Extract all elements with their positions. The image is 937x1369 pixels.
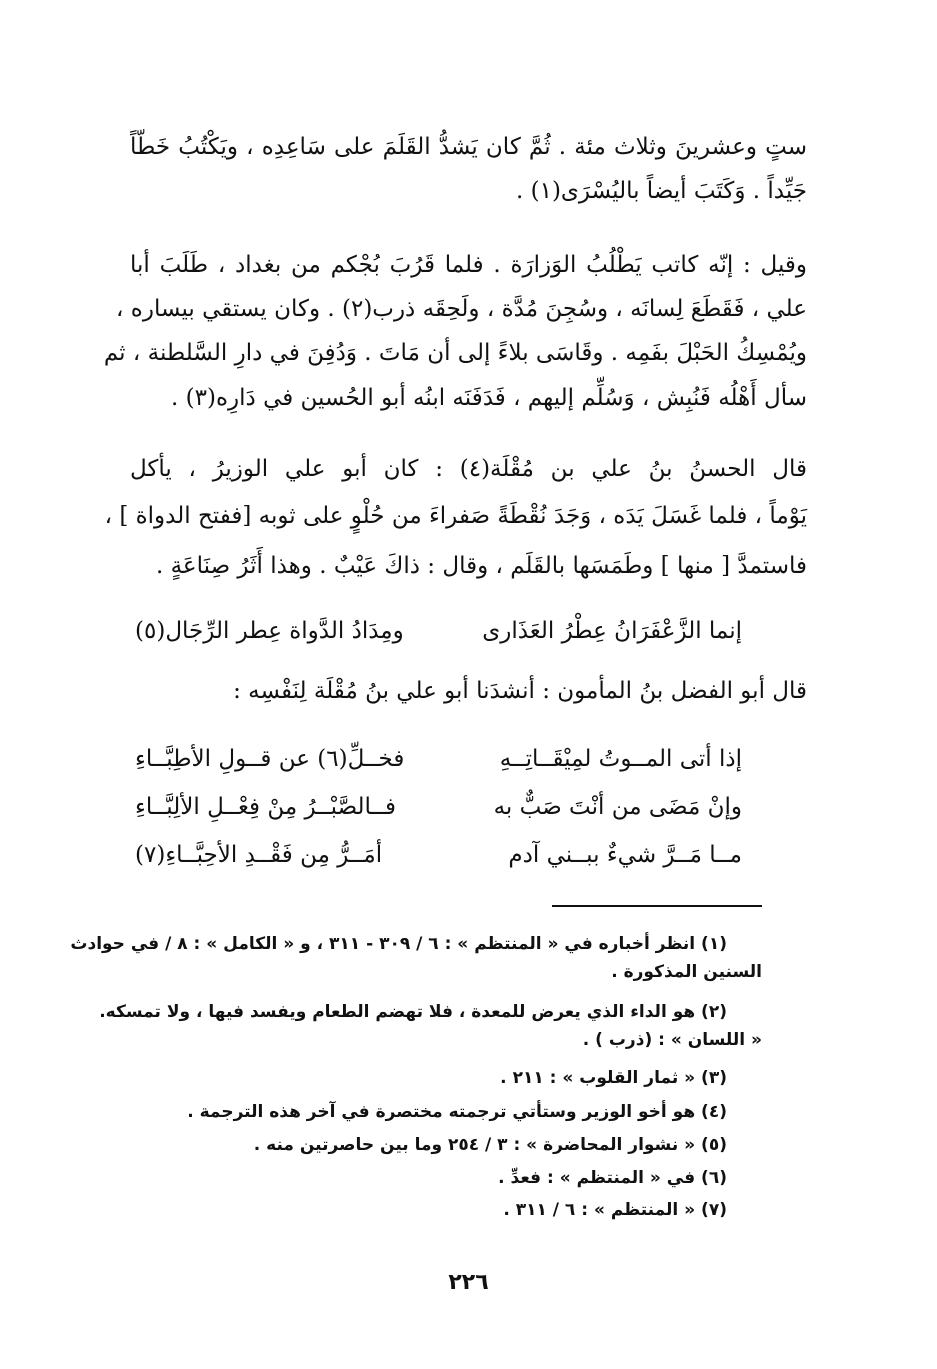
footnote-3: (٣) « ثمار القلوب » : ٢١١ .: [500, 1068, 727, 1088]
verse-3-first-hemistich: مــا مَــرَّ شيءٌ ببــني آدم: [508, 842, 742, 868]
body-line-9: فاستمدَّ [ منها ] وطَمَسَها بالقَلَم ، وقال : ذاكَ عَيْبٌ . وهذا أَثَرُ صِنَاعَةٍ .: [155, 553, 807, 579]
body-line-7: قال الحسنُ بنُ علي بن مُقْلَة(٤) : كان أبو علي الوزيرُ ، يأكل: [130, 456, 808, 482]
verse-1-first-hemistich: إذا أتى المــوتُ لمِيْقَــاتِــهِ: [499, 746, 742, 772]
footnote-1-continued: السنين المذكورة .: [611, 962, 762, 982]
verse-single-first-hemistich: إنما الزَّعْفَرَانُ عِطْرُ العَذَارى: [482, 618, 742, 644]
body-line-8: يَوْماً ، فلما غَسَلَ يَدَه ، وَجَدَ نُقْطَةً صَفراءَ من حُلْوٍ على ثوبه [ففتح الدواة ] ،: [104, 503, 807, 529]
footnote-4: (٤) هو أخو الوزير وستأتي ترجمته مختصرة في آخر هذه الترجمة .: [187, 1102, 727, 1122]
body-line-5: ويُمْسِكُ الحَبْلَ بفَمِه . وقَاسَى بلاءً إلى أن مَاتَ . وَدُفِنَ في دارِ السَّلطنة ، ثم: [103, 340, 807, 366]
footnote-5: (٥) « نشوار المحاضرة » : ٣ / ٢٥٤ وما بين حاصرتين منه .: [253, 1135, 727, 1155]
footnote-2: (٢) هو الداء الذي يعرض للمعدة ، فلا تهضم الطعام ويفسد فيها ، ولا تمسكه.: [99, 1002, 727, 1022]
verse-2-first-hemistich: وإنْ مَضَى من أنْتَ صَبٌّ به: [493, 794, 742, 820]
verse-single-second-hemistich: ومِدَادُ الدَّواة عِطر الرِّجَال(٥): [135, 618, 404, 644]
verse-single: [135, 614, 742, 648]
verse-2: [135, 790, 742, 824]
body-line-2: جَيِّداً . وَكَتَبَ أيضاً باليُسْرَى(١) .: [515, 178, 807, 204]
footnote-1: (١) انظر أخباره في « المنتظم » : ٦ / ٣٠٩ - ٣١١ ، و « الكامل » : ٨ / في حوادث: [70, 934, 727, 954]
body-line-6: سأل أَهْلُه فَنُبِش ، وَسُلِّم إليهم ، فَدَفَنَه ابنُه أبو الحُسين في دَارِه(٣) .: [171, 385, 807, 411]
verse-3: [135, 838, 742, 872]
verse-1: [135, 742, 742, 776]
body-line-10: قال أبو الفضل بنُ المأمون : أنشدَنا أبو علي بنُ مُقْلَة لِنَفْسِه :: [233, 678, 807, 704]
footnote-7: (٧) « المنتظم » : ٦ / ٣١١ .: [503, 1200, 727, 1220]
footnote-separator: [552, 905, 762, 907]
body-line-1: ستٍ وعشرينَ وثلاث مئة . ثُمَّ كان يَشدُّ القَلَمَ على سَاعِدِه ، ويَكْتُبُ خَطّاً: [130, 134, 807, 160]
verse-3-second-hemistich: أمَــرُّ مِن فَقْــدِ الأحِبَّــاءِ(٧): [135, 842, 383, 868]
verse-2-second-hemistich: فــالصَّبْــرُ مِنْ فِعْــلِ الألِبَّــاءِ: [135, 794, 397, 820]
body-line-4: علي ، فَقَطَعَ لِسانَه ، وسُجِنَ مُدَّة ، ولَحِقَه ذرب(٢) . وكان يستقي بيساره ،: [116, 296, 807, 322]
footnote-6: (٦) في « المنتظم » : فعدِّ .: [498, 1168, 727, 1188]
page-number: ٢٢٦: [448, 1270, 489, 1295]
body-line-3: وقيل : إنّه كاتب يَطْلُبُ الوَزارَة . فلما قَرُبَ بُجْكم من بغداد ، طَلَبَ أبا: [130, 252, 807, 278]
footnote-2-continued: « اللسان » : (ذرب ) .: [582, 1030, 762, 1050]
verse-1-second-hemistich: فخــلِّ(٦) عن قــولِ الأطِبَّــاءِ: [135, 746, 405, 772]
